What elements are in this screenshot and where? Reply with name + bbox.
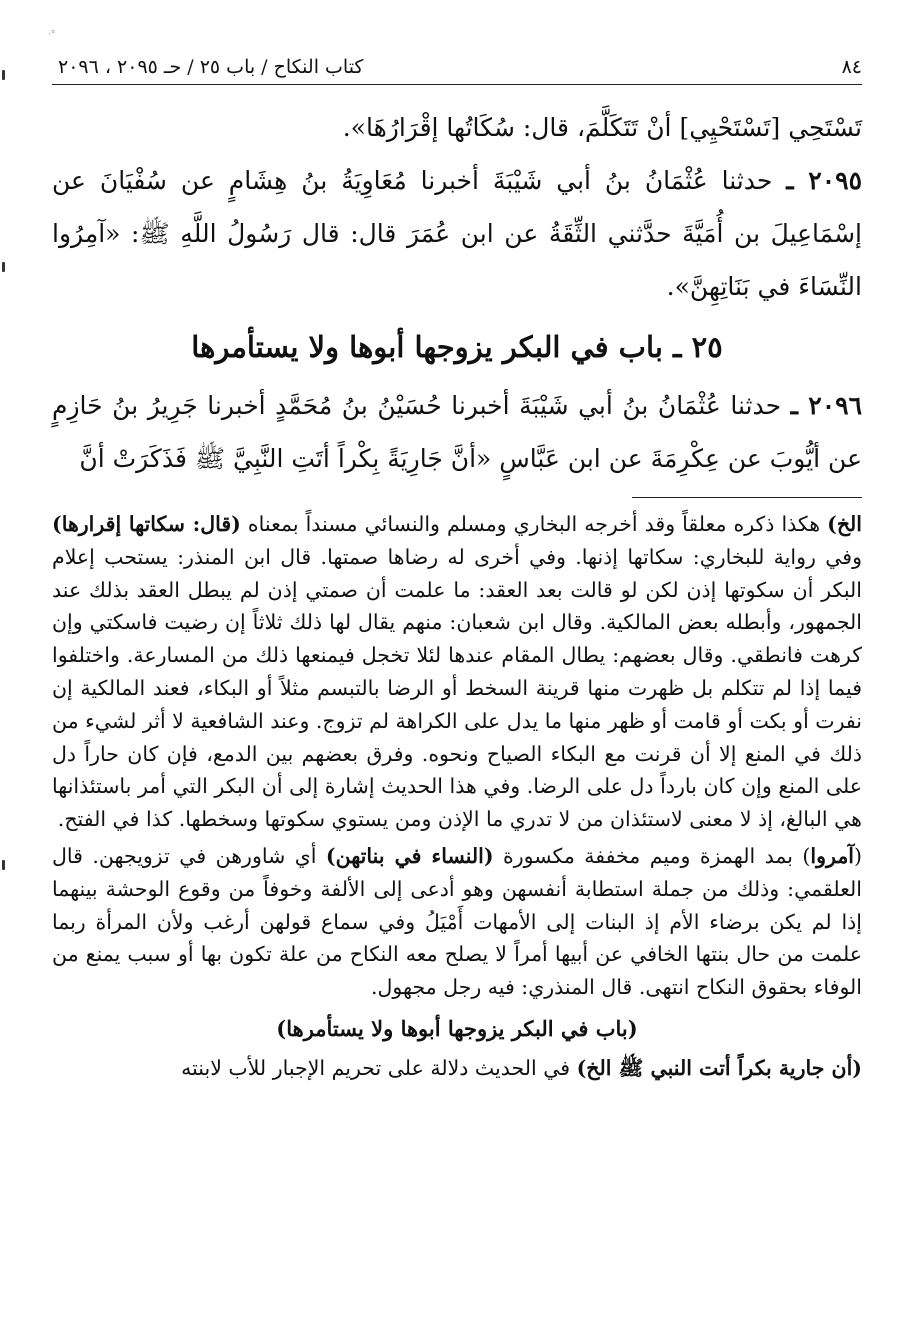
bold-lemma: آمروا bbox=[810, 843, 854, 868]
bold-lemma: الخ) bbox=[827, 512, 862, 536]
margin-mark bbox=[2, 860, 5, 870]
commentary-paragraph bbox=[52, 508, 862, 836]
chapter-title: ٢٥ ـ باب في البكر يزوجها أبوها ولا يستأمرها bbox=[191, 330, 723, 364]
commentary-chapter-title: (باب في البكر يزوجها أبوها ولا يستأمرها) bbox=[276, 1015, 638, 1041]
commentary-text: في الحديث دلالة على تحريم الإجبار للأب لابنته bbox=[181, 1055, 577, 1080]
page-body bbox=[52, 50, 862, 1085]
hadith-2095 bbox=[52, 154, 862, 313]
scan-speck: °· bbox=[48, 30, 56, 40]
commentary-text: أي شاورهن في تزويجهن. قال العلقمي: وذلك من جملة استطابة أنفسهن وهو أدعى إلى الألفة وخوفاً من وقوع الوحشة بينهما إذا لم يكن برضاء الأم إذ البنات إلى الأمهات أَمْيَلُ وفي سماع قولهن أرغب ولأن المرأة ربما علمت من حال بنتها الخافي عن أبيها أمراً لا يصلح معه النكاح من علة تكون بها أو سبب يمنع من الوفاء بحقوق النكاح انتهى. قال المنذري: فيه رجل مجهول. bbox=[52, 843, 862, 1000]
margin-mark bbox=[2, 262, 5, 272]
commentary bbox=[52, 508, 862, 1085]
page-header bbox=[52, 50, 862, 85]
page-number: ٨٤ bbox=[841, 56, 862, 78]
running-title: كتاب النكاح / باب ٢٥ / حـ ٢٠٩٥ ، ٢٠٩٦ bbox=[58, 56, 364, 78]
hadith-number: ٢٠٩٥ ـ bbox=[786, 166, 862, 195]
hadith-number: ٢٠٩٦ ـ bbox=[790, 391, 862, 420]
bold-lemma: (أن جارية بكراً أتت النبي ﷺ الخ) bbox=[576, 1055, 862, 1080]
hadith-text: حدثنا عُثْمَانُ بنُ أبي شَيْبَةَ أخبرنا مُعَاوِيَةُ بنُ هِشَامٍ عن سُفْيَانَ عن إسْمَاعِيلَ بن أُمَيَّةَ حدَّثني الثِّقَةُ عن ابن عُمَرَ قال: قال رَسُولُ اللَّهِ ﷺ: «آمِرُوا النِّسَاءَ في بَنَاتِهِنَّ». bbox=[52, 166, 862, 301]
commentary-text: وفي رواية للبخاري: سكاتها إذنها. وفي أخرى له رضاها صمتها. قال ابن المنذر: يستحب إعلام البكر أن سكوتها إذن لكن لو قالت بعد العقد: ما علمت أن صمتي إذن لم يبطل العقد بذلك عند الجمهور، وأبطله بعض المالكية. وقال ابن شعبان: منهم يقال لها ذلك ثلاثاً إن رضيت فاسكتي وإن كرهت فانطقي. وقال بعضهم: يطال المقام عندها لئلا تخجل فيمنعها ذلك من المسارعة. واختلفوا فيما إذا لم تتكلم بل ظهرت منها قرينة السخط أو الرضا بالتبسم مثلاً أو البكاء، فعند المالكية إن نفرت أو بكت أو قامت أو ظهر منها ما يدل على الكراهة لم تزوج. وعند الشافعية لا أثر لشيء من ذلك في المنع إلا أن قرنت مع البكاء الصياح ونحوه. وفرق بعضهم بين الدمع، فإن كان حاراً دل على المنع وإن كان بارداً دل على الرضا. وفي هذا الحديث إشارة إلى أن البكر التي أمر باستئذانها هي البالغ، إذ لا معنى لاستئذان من لا تدري ما الإذن ومن يستوي سكوتها وسخطها. كذا في الفتح. bbox=[52, 544, 862, 832]
commentary-text: هكذا ذكره معلقاً وقد أخرجه البخاري ومسلم والنسائي مسنداً بمعناه bbox=[240, 512, 828, 536]
commentary-paragraph bbox=[52, 1052, 862, 1085]
bold-lemma: (قال: سكاتها إقرارها) bbox=[52, 512, 241, 536]
margin-mark bbox=[2, 70, 5, 80]
hadith-text: حدثنا عُثْمَانُ بنُ أبي شَيْبَةَ أخبرنا حُسَيْنُ بنُ مُحَمَّدٍ أخبرنا جَرِيرُ بنُ حَازِمٍ عن أيُّوبَ عن عِكْرِمَةَ عن ابن عَبَّاسٍ «أنَّ جَارِيَةً بِكْراً أتَتِ النَّبِيَّ ﷺ فَذَكَرَتْ أنَّ bbox=[52, 391, 862, 473]
bold-lemma: (النساء في بناتهن) bbox=[325, 843, 494, 868]
paren: ( bbox=[854, 843, 862, 868]
continuation-line: تَسْتَحِي [تَسْتَحْيِي] أنْ تَتَكَلَّمَ، قال: سُكَاتُها إقْرَارُهَا». bbox=[342, 113, 862, 142]
hadith-2096 bbox=[52, 379, 862, 485]
main-text bbox=[52, 101, 862, 485]
commentary-text: ) بمد الهمزة وميم مخففة مكسورة bbox=[493, 843, 811, 868]
commentary-paragraph bbox=[52, 840, 862, 1004]
footnote-divider bbox=[632, 497, 862, 498]
